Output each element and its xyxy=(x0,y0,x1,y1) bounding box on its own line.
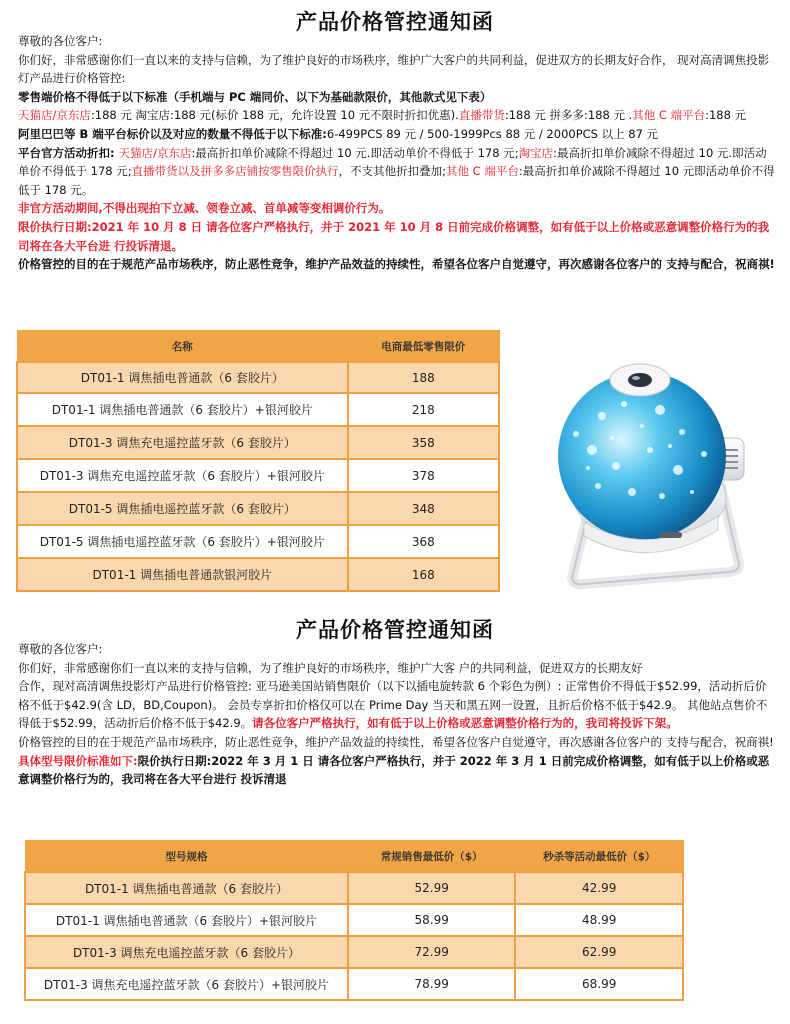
promo-no-discount-text: ，不支其他折扣叠加; xyxy=(338,164,447,179)
regular-price: 72.99 xyxy=(348,936,516,968)
table-row xyxy=(25,872,683,904)
product-name: DT01-1 调焦插电普通款（6 套胶片） xyxy=(17,362,348,393)
table-header-row xyxy=(25,841,683,873)
header-min-price: 电商最低零售限价 xyxy=(348,331,499,363)
product-name: DT01-5 调焦插电遥控蓝牙款（6 套胶片） xyxy=(17,492,348,525)
product-name: DT01-1 调焦插电普通款银河胶片 xyxy=(17,558,348,591)
table-row xyxy=(17,558,499,591)
notice2-intro-b xyxy=(18,677,776,733)
flash-price: 48.99 xyxy=(515,904,683,936)
alibaba-text: 6-499PCS 89 元 / 500-1999Pcs 88 元 / 2000PCS 以上 87 元 xyxy=(326,126,659,141)
notice2-deadline-label: 具体型号限价标准如下: xyxy=(18,753,138,768)
flash-price: 42.99 xyxy=(515,872,683,904)
notice1-deadline: 限价执行日期:2021 年 10 月 8 日 请各位客户严格执行，并于 2021 年 10 月 8 日前完成价格调整，如有低于以上价格或恶意调整价格行为的我司将在各大平台进 行投诉清退。 xyxy=(18,219,770,253)
promo-taobao-label: 淘宝店 xyxy=(518,145,554,160)
header-name: 名称 xyxy=(17,331,348,363)
notice2-body xyxy=(18,640,776,789)
table-row xyxy=(17,492,499,525)
notice1-title: 产品价格管控通知函 xyxy=(296,10,494,34)
star-projector-image xyxy=(532,346,782,592)
promo-label: 平台官方活动折扣: xyxy=(18,145,119,160)
alibaba-label: 阿里巴巴等 B 端平台标价以及对应的数量不得低于以下标准: xyxy=(18,126,327,141)
table-row xyxy=(17,525,499,558)
table-row xyxy=(25,936,683,968)
header-regular-price: 常规销售最低价（$） xyxy=(348,841,516,873)
notice1-price-table xyxy=(16,330,500,592)
notice2-price-table xyxy=(24,840,684,1001)
promo-other-c-label: 其他 C 端平台 xyxy=(446,164,519,179)
notice1-non-event-rule: 非官方活动期间,不得出现拍下立减、领卷立减、首单减等变相调价行为。 xyxy=(18,201,391,216)
other-c-label: 其他 C 端平台 xyxy=(632,108,706,123)
product-name: DT01-3 调焦充电遥控蓝牙款（6 套胶片）+银河胶片 xyxy=(17,459,348,492)
product-price: 168 xyxy=(348,558,499,591)
table-row xyxy=(17,393,499,426)
flash-price: 68.99 xyxy=(515,968,683,1000)
promo-taobao-text: :最高折扣单价减除不得超过 10 元.即活动单价不得低于 178 元; xyxy=(18,145,767,179)
table-row xyxy=(25,968,683,1000)
notice1-greeting: 尊敬的各位客户: xyxy=(18,34,103,48)
table-row xyxy=(17,459,499,492)
header-model: 型号规格 xyxy=(25,841,348,873)
model-name: DT01-1 调焦插电普通款（6 套胶片） xyxy=(25,872,348,904)
table-row xyxy=(17,426,499,459)
notice2-deadline-text: 限价执行日期:2022 年 3 月 1 日 请各位客户严格执行，并于 2022 年 3 月 1 日前完成价格调整，如有低于以上价格或恶意调整价格行为的，我司将在各大平台进行 投诉清退 xyxy=(18,753,770,787)
product-price: 358 xyxy=(348,426,499,459)
notice1-channel-line xyxy=(18,106,776,125)
notice1-alibaba-line xyxy=(18,125,776,144)
notice2-intro-b-text: 合作，现对高清调焦投影灯产品进行价格管控: 亚马逊美国站销售限价（以下以插电旋转款 6 个彩色为例）: 正常售价不得低于$52.99，活动折后价格不低于$42.9(含 LD，BD,Coupon)。 会员专享折扣价格仅可以在 Prime Day 当天和黑五网一设置，且折后价格不低于$42.9。 其他站点售价不得低于$52.99，活动折后价格不低于$42.9。 xyxy=(18,679,768,731)
tmall-jd-text: :188 元 淘宝店:188 元(标价 188 元，允许设置 10 元不限时折扣优惠). xyxy=(90,108,459,123)
model-name: DT01-3 调焦充电遥控蓝牙款（6 套胶片）+银河胶片 xyxy=(25,968,348,1000)
product-name: DT01-1 调焦插电普通款（6 套胶片）+银河胶片 xyxy=(17,393,348,426)
table-header-row xyxy=(17,331,499,363)
notice2-deadline xyxy=(18,752,776,789)
notice2-intro-red: 请各位客户严格执行，如有低于以上价格或恶意调整价格行为的，我司将投诉下架。 xyxy=(252,716,678,731)
regular-price: 52.99 xyxy=(348,872,516,904)
product-name: DT01-5 调焦插电遥控蓝牙款（6 套胶片）+银河胶片 xyxy=(17,525,348,558)
tmall-jd-label: 天猫店/京东店 xyxy=(18,108,91,123)
promo-tmall-jd-text: :最高折扣单价减除不得超过 10 元.即活动单价不得低于 178 元; xyxy=(191,145,519,160)
flash-price: 62.99 xyxy=(515,936,683,968)
other-c-text: :188 元 xyxy=(705,108,747,123)
notice1-body xyxy=(18,32,776,274)
regular-price: 58.99 xyxy=(348,904,516,936)
product-name: DT01-3 调焦充电遥控蓝牙款（6 套胶片） xyxy=(17,426,348,459)
regular-price: 78.99 xyxy=(348,968,516,1000)
product-price: 378 xyxy=(348,459,499,492)
notice1-intro: 你们好，非常感谢你们一直以来的支持与信赖，为了维护良好的市场秩序，维护广大客户的共同利益，促进双方的长期友好合作， 现对高清调焦投影灯产品进行价格管控: xyxy=(18,52,770,86)
product-price: 368 xyxy=(348,525,499,558)
promo-other-c-text: :最高折扣单价减除不得超过 10 元即活动单价不得低于 178 元。 xyxy=(18,164,775,197)
promo-live-pdd-text: 直播带货以及拼多多店铺按零售限价执行 xyxy=(131,164,339,179)
table-row xyxy=(17,362,499,393)
live-label: 直播带货 xyxy=(458,108,505,123)
notice1-promo-line xyxy=(18,144,776,200)
product-price: 348 xyxy=(348,492,499,525)
notice1-closing: 价格管控的目的在于规范产品市场秩序，防止恶性竞争，维护产品效益的持续性，希望各位客户自觉遵守，再次感谢各位客户的 支持与配合，祝商祺! xyxy=(18,257,775,272)
product-price: 188 xyxy=(348,362,499,393)
model-name: DT01-1 调焦插电普通款（6 套胶片）+银河胶片 xyxy=(25,904,348,936)
notice2-intro-a: 你们好，非常感谢你们一直以来的支持与信赖，为了维护良好的市场秩序，维护广大客 户的共同利益，促进双方的长期友好 xyxy=(18,660,643,675)
model-name: DT01-3 调焦充电遥控蓝牙款（6 套胶片） xyxy=(25,936,348,968)
live-text: :188 元 拼多多:188 元 . xyxy=(504,108,633,123)
notice1-retail-rule: 零售端价格不得低于以下标准（手机端与 PC 端同价、以下为基础款限价，其他款式见下表） xyxy=(18,89,492,104)
notice2-greeting: 尊敬的各位客户: xyxy=(18,642,103,656)
product-price: 218 xyxy=(348,393,499,426)
table-row xyxy=(25,904,683,936)
notice2-title: 产品价格管控通知函 xyxy=(296,618,494,642)
header-flash-price: 秒杀等活动最低价（$） xyxy=(515,841,683,873)
notice2-closing: 价格管控的目的在于规范产品市场秩序，防止恶性竞争，维护产品效益的持续性，希望各位客户自觉遵守，再次感谢各位客户的 支持与配合，祝商祺! xyxy=(18,734,774,749)
promo-tmall-jd-label: 天猫店/京东店 xyxy=(118,145,192,160)
